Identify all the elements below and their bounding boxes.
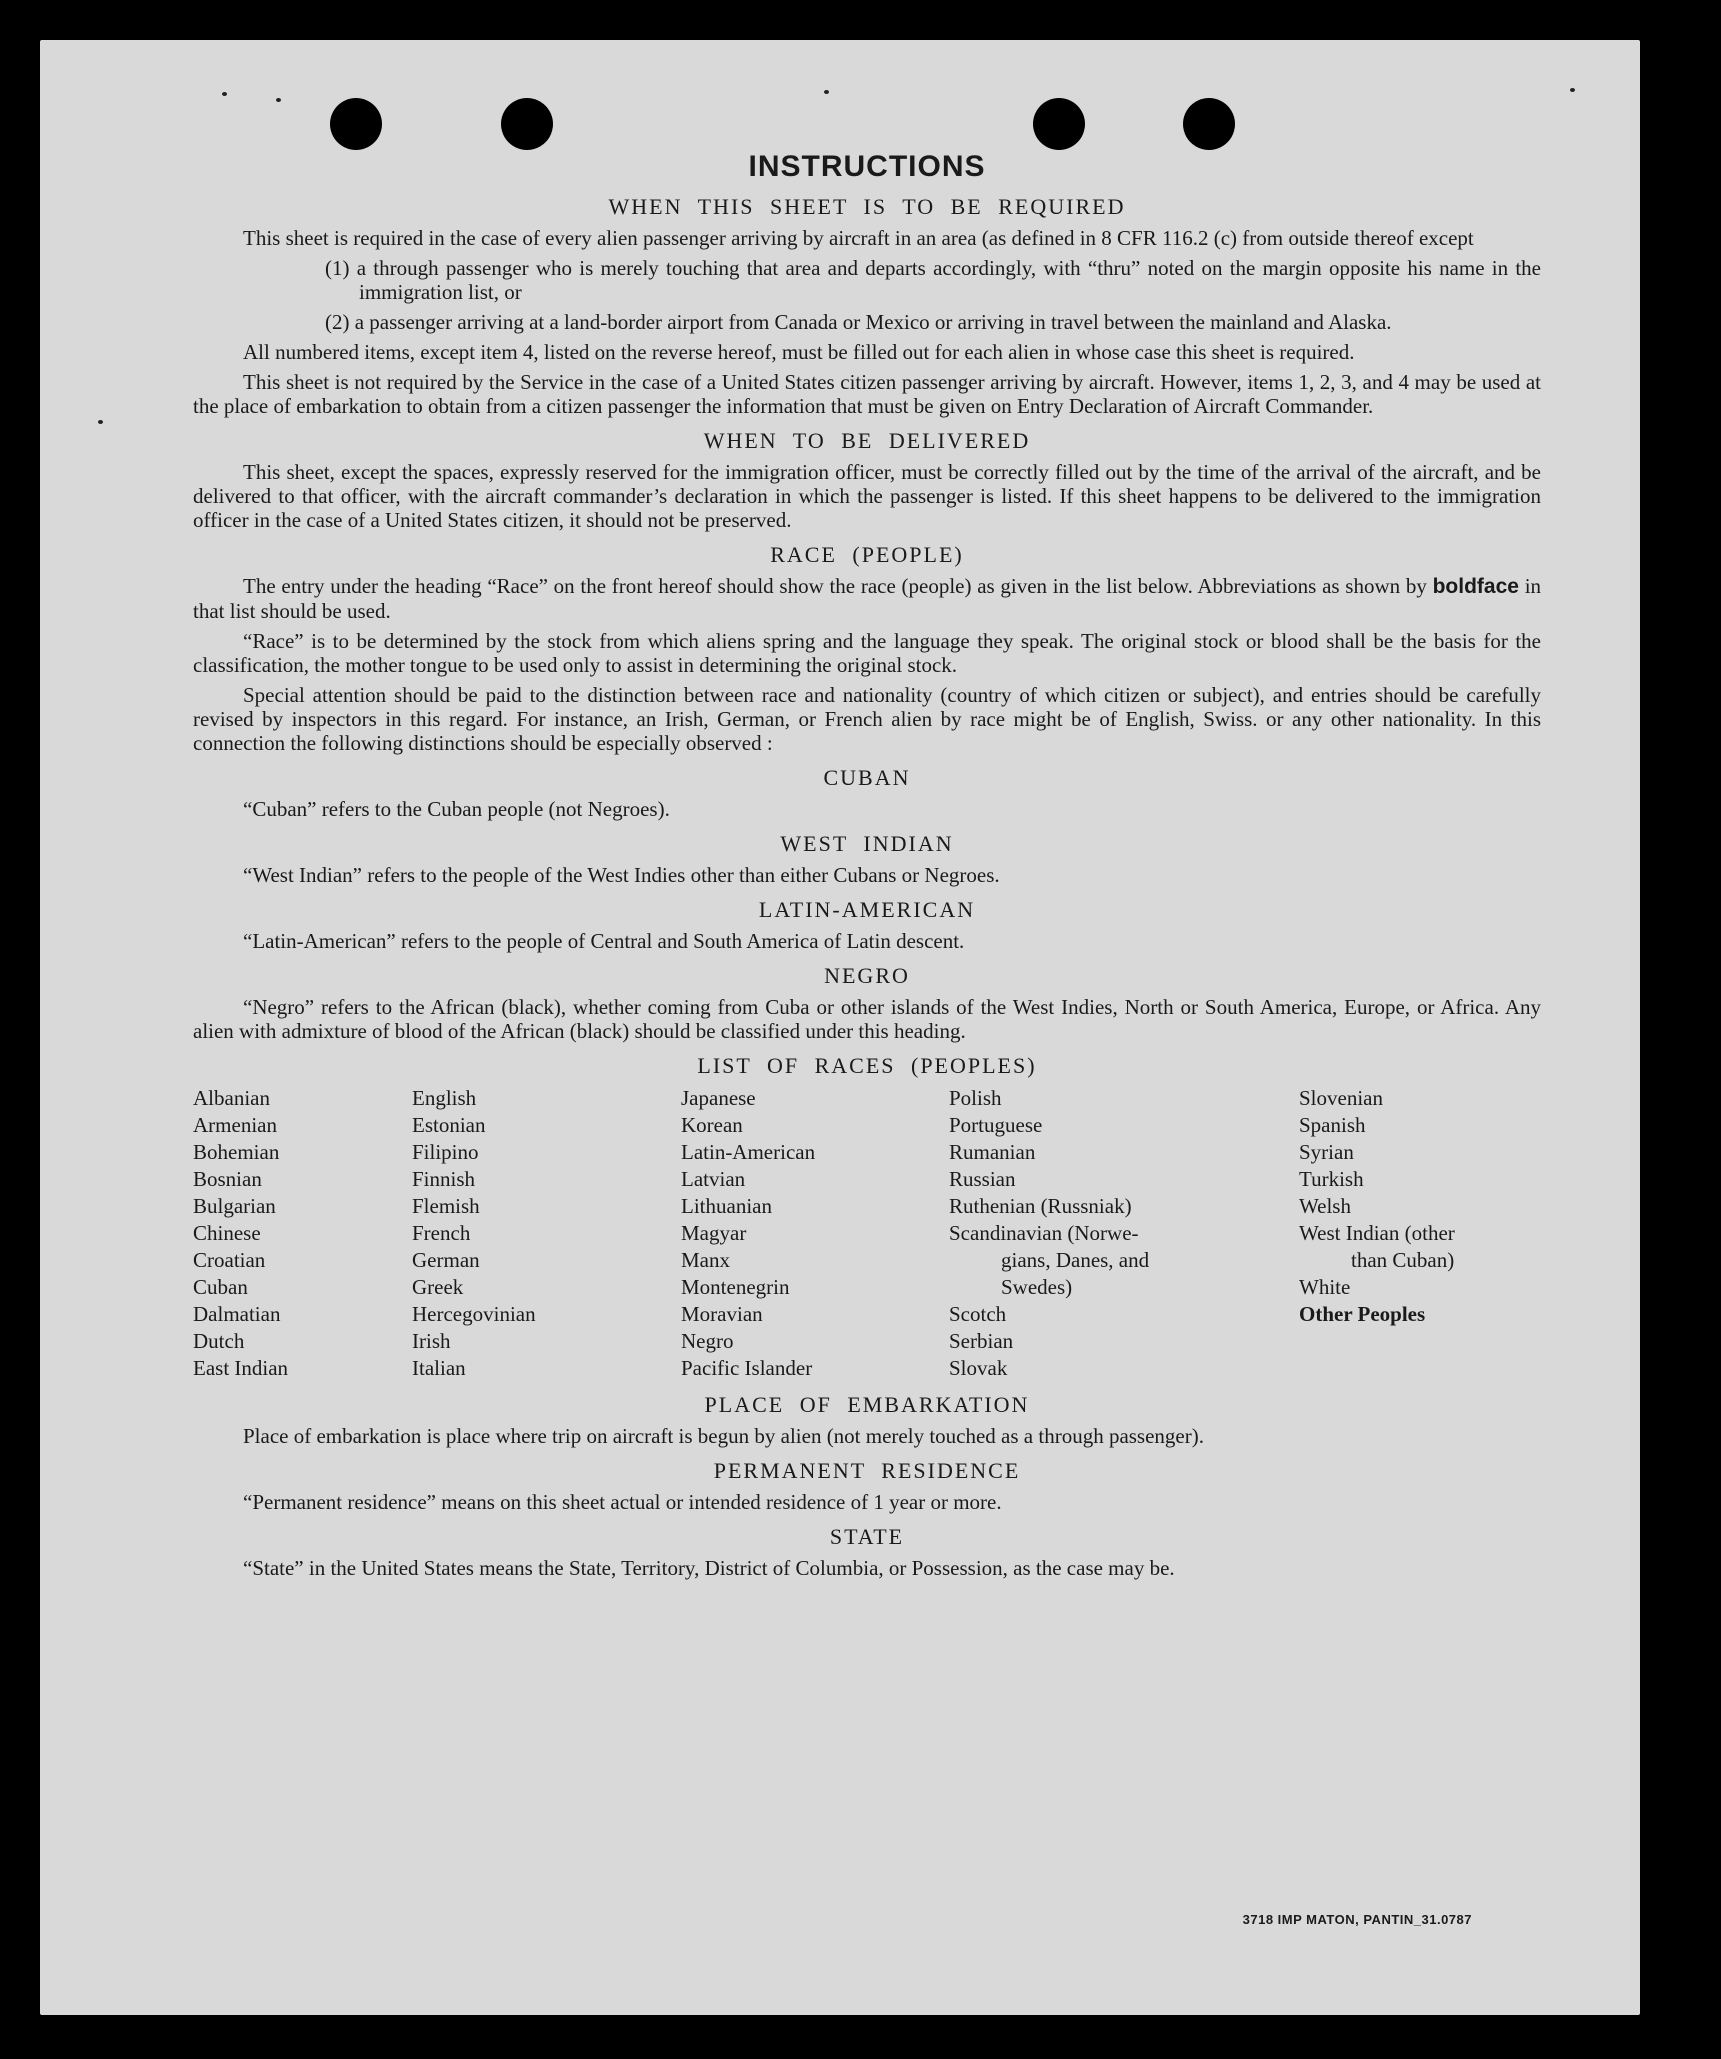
exception-item-1: (1) a through passenger who is merely touching that area and departs accordingly, with “thru” noted on the margin opposite his name in the immigration list, or (325, 256, 1541, 304)
race-entry: Turkish (1299, 1167, 1364, 1191)
race-entry: than Cuban) (1351, 1248, 1455, 1272)
race-entry: Bohemian (193, 1140, 280, 1164)
race-entry: Dalmatian (193, 1302, 281, 1326)
paragraph: “State” in the United States means the State, Territory, District of Columbia, or Possession, as the case may be. (243, 1556, 1175, 1580)
section-heading-latin-american: LATIN-AMERICAN (758, 897, 976, 922)
race-entry: Swedes) (1001, 1275, 1073, 1299)
race-entry: Greek (412, 1275, 464, 1299)
race-entry: Bulgarian (193, 1194, 276, 1218)
paragraph: “Race” is to be determined by the stock from which aliens spring and the language they speak. The original stock or blood shall be the basis for the classification, the mother tongue to be used only to assist in determining the original stock. (193, 629, 1541, 677)
race-entry: German (412, 1248, 480, 1272)
section-heading-permanent-residence: PERMANENT RESIDENCE (713, 1458, 1021, 1483)
race-entry: Scandinavian (Norwe- (949, 1221, 1139, 1245)
race-entry: Finnish (412, 1167, 476, 1191)
race-entry: Syrian (1299, 1140, 1354, 1164)
race-entry: French (412, 1221, 471, 1245)
boldface-word: boldface (1432, 575, 1519, 598)
section-heading-race: RACE (PEOPLE) (770, 542, 964, 567)
text-span: in that list should be used. (193, 574, 1542, 623)
section-heading-delivered: WHEN TO BE DELIVERED (703, 428, 1031, 453)
paragraph (193, 574, 1541, 623)
race-entry: Filipino (412, 1140, 479, 1164)
race-entry: Japanese (681, 1086, 756, 1110)
race-entry: Welsh (1299, 1194, 1351, 1218)
race-entry: Polish (949, 1086, 1002, 1110)
paragraph: This sheet is required in the case of every alien passenger arriving by aircraft in an area (as defined in 8 CFR 116.2 (c) from outside thereof except (243, 226, 1474, 250)
section-heading-state: STATE (829, 1524, 905, 1549)
ink-speck (1570, 88, 1575, 92)
paragraph: “Negro” refers to the African (black), whether coming from Cuba or other islands of the West Indies, North or South America, Europe, or Africa. Any alien with admixture of blood of the African (black) should be classified under this heading. (193, 995, 1541, 1043)
ink-speck (222, 92, 227, 96)
paragraph: This sheet is not required by the Service in the case of a United States citizen passenger arriving by aircraft. However, items 1, 2, 3, and 4 may be used at the place of embarkation to obtain from a citizen passenger the information that must be given on Entry Declaration of Aircraft Commander. (193, 370, 1541, 418)
race-entry: Albanian (193, 1086, 270, 1110)
paragraph: “West Indian” refers to the people of the West Indies other than either Cubans or Negroes. (243, 863, 1000, 887)
race-list (193, 1085, 1541, 1382)
race-column (1299, 1085, 1541, 1382)
race-column (193, 1085, 412, 1382)
race-entry: Negro (681, 1329, 734, 1353)
ink-speck (824, 90, 829, 94)
race-entry: gians, Danes, and (1001, 1248, 1150, 1272)
race-entry: Estonian (412, 1113, 486, 1137)
race-entry: Latin-American (681, 1140, 816, 1164)
race-entry: Armenian (193, 1113, 277, 1137)
race-entry: Slovak (949, 1356, 1008, 1380)
section-heading-required: WHEN THIS SHEET IS TO BE REQUIRED (608, 194, 1126, 219)
race-entry: Spanish (1299, 1113, 1366, 1137)
race-entry: West Indian (other (1299, 1221, 1455, 1245)
ink-speck (98, 420, 103, 424)
race-column (949, 1085, 1299, 1382)
exception-item-2: (2) a passenger arriving at a land-border airport from Canada or Mexico or arriving in travel between the mainland and Alaska. (325, 310, 1392, 334)
race-entry: Hercegovinian (412, 1302, 536, 1326)
race-entry: Croatian (193, 1248, 266, 1272)
ink-speck (276, 98, 281, 102)
race-entry: Russian (949, 1167, 1016, 1191)
race-column (681, 1085, 949, 1382)
race-entry: Rumanian (949, 1140, 1036, 1164)
section-heading-negro: NEGRO (824, 963, 910, 988)
race-entry: Chinese (193, 1221, 261, 1245)
race-entry: Dutch (193, 1329, 245, 1353)
section-heading-list-of-races: LIST OF RACES (PEOPLES) (697, 1053, 1037, 1078)
paragraph: All numbered items, except item 4, listed on the reverse hereof, must be filled out for each alien in whose case this sheet is required. (243, 340, 1355, 364)
race-entry: Montenegrin (681, 1275, 790, 1299)
paragraph: Place of embarkation is place where trip on aircraft is begun by alien (not merely touched as a through passenger). (243, 1424, 1204, 1448)
race-entry: Moravian (681, 1302, 763, 1326)
race-entry: Flemish (412, 1194, 480, 1218)
race-entry: Scotch (949, 1302, 1007, 1326)
race-entry: Manx (681, 1248, 730, 1272)
race-entry: Serbian (949, 1329, 1014, 1353)
race-entry: Other Peoples (1299, 1302, 1426, 1326)
race-entry: Irish (412, 1329, 451, 1353)
printer-imprint: 3718 IMP MATON, PANTIN_31.0787 (1242, 1912, 1472, 1927)
race-entry: East Indian (193, 1356, 289, 1380)
race-entry: Cuban (193, 1275, 248, 1299)
race-entry: Slovenian (1299, 1086, 1383, 1110)
race-entry: Magyar (681, 1221, 747, 1245)
paragraph: “Latin-American” refers to the people of Central and South America of Latin descent. (243, 929, 965, 953)
section-heading-west-indian: WEST INDIAN (780, 831, 954, 856)
instructions-content (193, 108, 1541, 1586)
paragraph: “Cuban” refers to the Cuban people (not Negroes). (243, 797, 670, 821)
section-heading-embarkation: PLACE OF EMBARKATION (704, 1392, 1030, 1417)
paragraph: This sheet, except the spaces, expressly reserved for the immigration officer, must be correctly filled out by the time of the arrival of the aircraft, and be delivered to that officer, with the aircraft commander’s declaration in which the passenger is listed. If this sheet happens to be delivered to the immigration officer in the case of a United States citizen, it should not be preserved. (193, 460, 1541, 532)
race-entry: Ruthenian (Russniak) (949, 1194, 1132, 1218)
race-entry: White (1299, 1275, 1351, 1299)
race-entry: Lithuanian (681, 1194, 772, 1218)
section-heading-cuban: CUBAN (823, 765, 911, 790)
document-sheet (40, 40, 1640, 2015)
paragraph: Special attention should be paid to the distinction between race and nationality (country of which citizen or subject), and entries should be carefully revised by inspectors in this regard. For instance, an Irish, German, or French alien by race might be of English, Swiss. or any other nationality. In this connection the following distinctions should be especially observed : (193, 683, 1541, 755)
race-entry: Korean (681, 1113, 743, 1137)
race-column (412, 1085, 681, 1382)
paragraph: “Permanent residence” means on this sheet actual or intended residence of 1 year or more. (243, 1490, 1002, 1514)
race-entry: Pacific Islander (681, 1356, 813, 1380)
text-span: The entry under the heading “Race” on the front hereof should show the race (people) as given in the list below. Abbreviations as shown by (243, 574, 1427, 598)
race-entry: Bosnian (193, 1167, 262, 1191)
page-title: INSTRUCTIONS (748, 150, 986, 183)
race-entry: English (412, 1086, 477, 1110)
race-entry: Italian (412, 1356, 466, 1380)
race-entry: Portuguese (949, 1113, 1043, 1137)
race-entry: Latvian (681, 1167, 746, 1191)
